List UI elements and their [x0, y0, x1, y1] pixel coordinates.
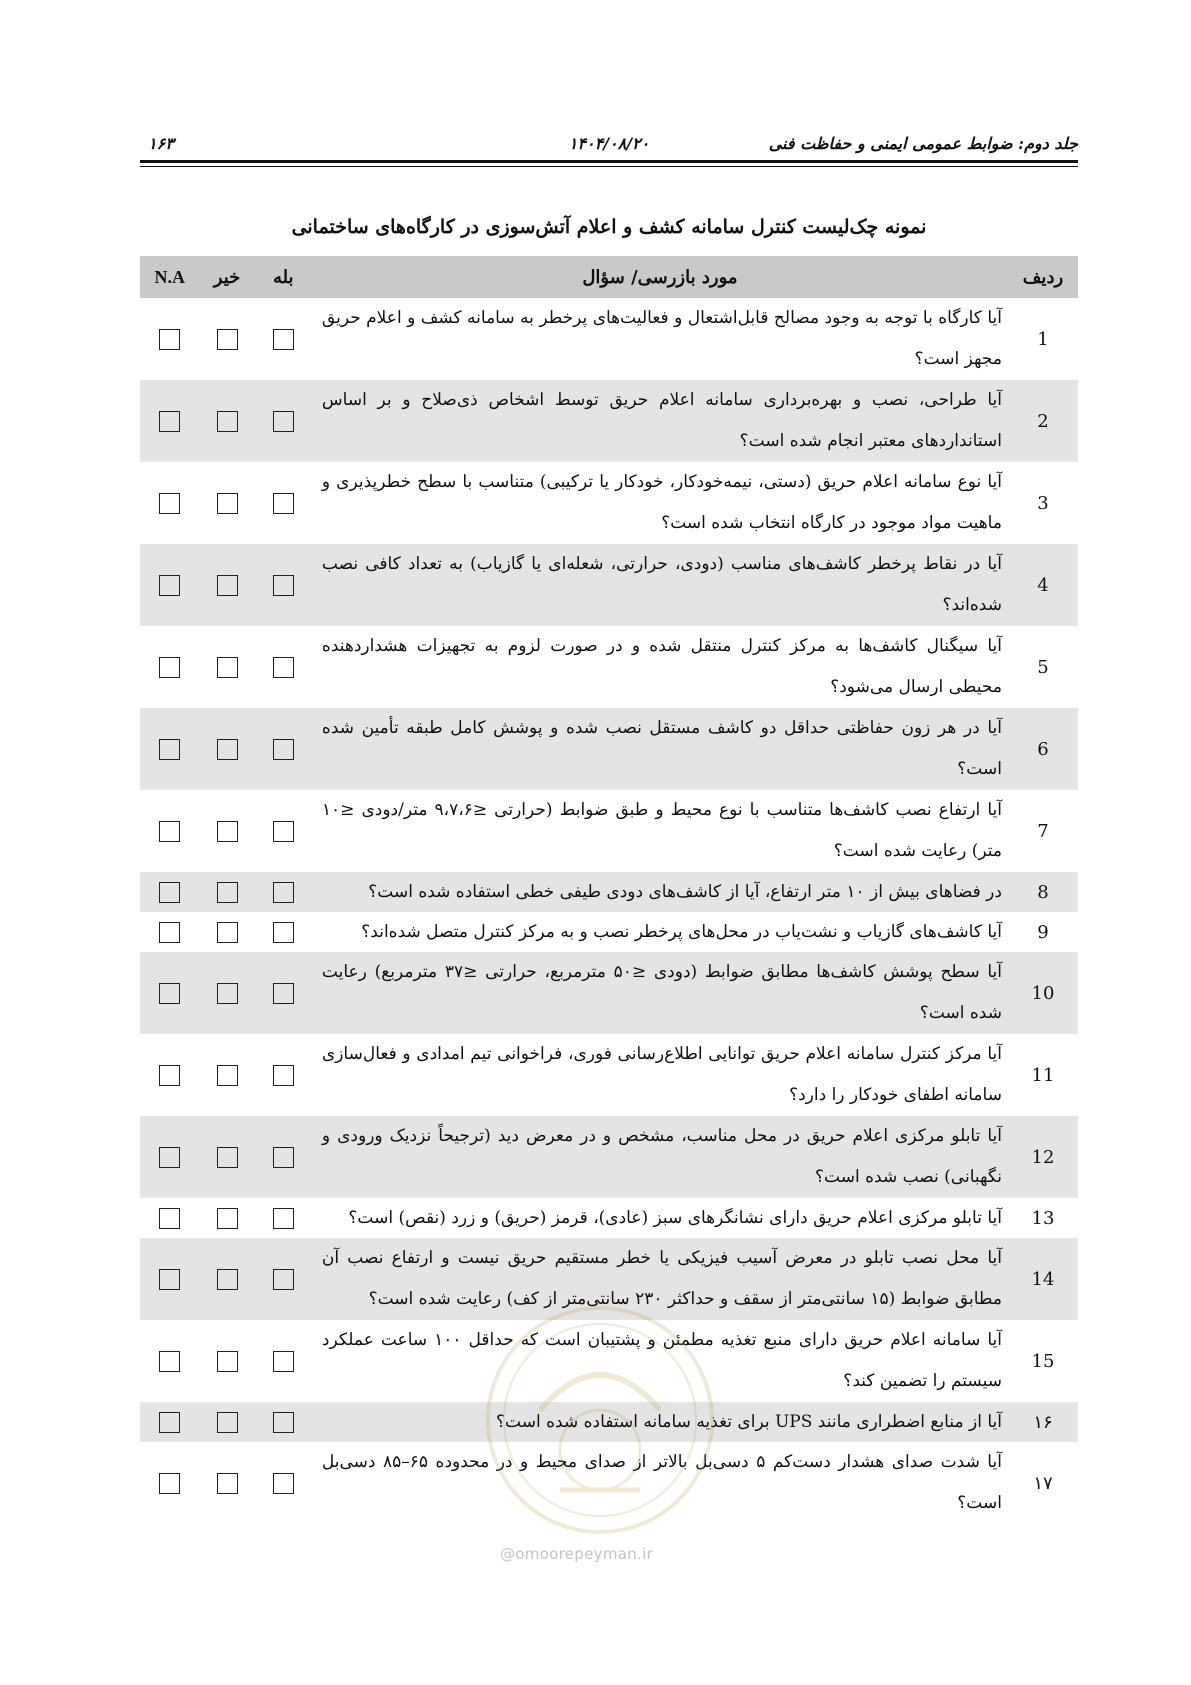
page-number: ۱۶۳ [148, 134, 174, 153]
cell-na [140, 1198, 199, 1238]
cell-na [140, 1320, 199, 1402]
row-number: 9 [1008, 912, 1078, 952]
checkbox-no[interactable] [217, 1208, 238, 1229]
checkbox-no[interactable] [217, 922, 238, 943]
checkbox-no[interactable] [217, 739, 238, 760]
question-text: آیا سطح پوشش کاشف‌ها مطابق ضوابط (دودی ≤۵۰ مترمربع، حرارتی ≤۳۷ مترمربع) رعایت شده است؟ [312, 952, 1008, 1034]
cell-yes [255, 790, 312, 872]
question-text: آیا محل نصب تابلو در معرض آسیب فیزیکی یا خطر مستقیم حریق نیست و ارتفاع نصب آن مطابق ضوابط (۱۵ سانتی‌متر از سقف و حداکثر ۲۳۰ سانتی‌متر از کف) رعایت شده است؟ [312, 1238, 1008, 1320]
book-title: جلد دوم: ضوابط عمومی ایمنی و حفاظت فنی [768, 134, 1078, 153]
checkbox-no[interactable] [217, 329, 238, 350]
row-number: 4 [1008, 544, 1078, 626]
checkbox-yes[interactable] [273, 1473, 294, 1494]
table-row [140, 1116, 1078, 1198]
cell-na [140, 1238, 199, 1320]
question-text: آیا در هر زون حفاظتی حداقل دو کاشف مستقل نصب شده و پوشش کامل طبقه تأمین شده است؟ [312, 708, 1008, 790]
col-header-no: خیر [199, 256, 254, 298]
checkbox-yes[interactable] [273, 1147, 294, 1168]
question-text: آیا سامانه اعلام حریق دارای منبع تغذیه مطمئن و پشتیبان است که حداقل ۱۰۰ ساعت عملکرد سیستم را تضمین کند؟ [312, 1320, 1008, 1402]
cell-na [140, 1116, 199, 1198]
row-number: 15 [1008, 1320, 1078, 1402]
checkbox-na[interactable] [159, 1412, 180, 1433]
cell-yes [255, 1238, 312, 1320]
checkbox-na[interactable] [159, 1351, 180, 1372]
cell-yes [255, 872, 312, 912]
cell-na [140, 1034, 199, 1116]
checkbox-na[interactable] [159, 1208, 180, 1229]
cell-no [199, 790, 254, 872]
checkbox-yes[interactable] [273, 411, 294, 432]
cell-no [199, 544, 254, 626]
checkbox-no[interactable] [217, 1473, 238, 1494]
header-rule-thin [140, 166, 1078, 167]
checkbox-yes[interactable] [273, 1412, 294, 1433]
col-header-question: مورد بازرسی/ سؤال [312, 256, 1008, 298]
table-row [140, 380, 1078, 462]
checkbox-na[interactable] [159, 493, 180, 514]
cell-no [199, 298, 254, 380]
question-text: آیا تابلو مرکزی اعلام حریق دارای نشانگرهای سبز (عادی)، قرمز (حریق) و زرد (نقص) است؟ [312, 1198, 1008, 1238]
checkbox-na[interactable] [159, 922, 180, 943]
page-header [140, 128, 1078, 156]
question-text: در فضاهای بیش از ۱۰ متر ارتفاع، آیا از کاشف‌های دودی طیفی خطی استفاده شده است؟ [312, 872, 1008, 912]
cell-no [199, 872, 254, 912]
cell-yes [255, 952, 312, 1034]
cell-na [140, 380, 199, 462]
table-row [140, 952, 1078, 1034]
row-number: 7 [1008, 790, 1078, 872]
row-number: 2 [1008, 380, 1078, 462]
checkbox-na[interactable] [159, 1269, 180, 1290]
table-row [140, 1320, 1078, 1402]
question-text: آیا تابلو مرکزی اعلام حریق در محل مناسب، مشخص و در معرض دید (ترجیحاً نزدیک ورودی و نگهبانی) نصب شده است؟ [312, 1116, 1008, 1198]
table-row [140, 544, 1078, 626]
cell-yes [255, 1116, 312, 1198]
question-text: آیا در نقاط پرخطر کاشف‌های مناسب (دودی، حرارتی، شعله‌ای یا گازیاب) به تعداد کافی نصب شده‌اند؟ [312, 544, 1008, 626]
cell-yes [255, 544, 312, 626]
checkbox-yes[interactable] [273, 821, 294, 842]
cell-na [140, 872, 199, 912]
question-text: آیا ارتفاع نصب کاشف‌ها متناسب با نوع محیط و طبق ضوابط (حرارتی ≤۹،۷،۶ متر/دودی ≤۱۰ متر) رعایت شده است؟ [312, 790, 1008, 872]
checkbox-yes[interactable] [273, 575, 294, 596]
cell-na [140, 952, 199, 1034]
row-number: ۱۶ [1008, 1402, 1078, 1442]
table-row [140, 790, 1078, 872]
cell-yes [255, 626, 312, 708]
row-number: 8 [1008, 872, 1078, 912]
cell-no [199, 462, 254, 544]
cell-no [199, 1198, 254, 1238]
table-row [140, 1442, 1078, 1524]
col-header-na: N.A [140, 256, 199, 298]
table-row [140, 626, 1078, 708]
cell-yes [255, 380, 312, 462]
row-number: 3 [1008, 462, 1078, 544]
checkbox-yes[interactable] [273, 657, 294, 678]
row-number: 12 [1008, 1116, 1078, 1198]
col-header-row-number: ردیف [1008, 256, 1078, 298]
cell-no [199, 626, 254, 708]
cell-yes [255, 912, 312, 952]
cell-na [140, 298, 199, 380]
header-date: ۱۴۰۴/۰۸/۲۰ [568, 134, 650, 153]
table-row [140, 912, 1078, 952]
cell-yes [255, 1442, 312, 1524]
question-text: آیا سیگنال کاشف‌ها به مرکز کنترل منتقل شده و در صورت لزوم به تجهیزات هشداردهنده محیطی ارسال می‌شود؟ [312, 626, 1008, 708]
checkbox-yes[interactable] [273, 1351, 294, 1372]
cell-yes [255, 1402, 312, 1442]
cell-no [199, 708, 254, 790]
cell-no [199, 912, 254, 952]
checkbox-no[interactable] [217, 1351, 238, 1372]
checkbox-na[interactable] [159, 739, 180, 760]
cell-no [199, 1238, 254, 1320]
checkbox-no[interactable] [217, 1065, 238, 1086]
cell-no [199, 1402, 254, 1442]
table-row [140, 1238, 1078, 1320]
checkbox-no[interactable] [217, 1147, 238, 1168]
header-rule [140, 160, 1078, 163]
row-number: ۱۷ [1008, 1442, 1078, 1524]
cell-no [199, 380, 254, 462]
table-row [140, 708, 1078, 790]
cell-yes [255, 1320, 312, 1402]
checkbox-na[interactable] [159, 657, 180, 678]
table-row [140, 872, 1078, 912]
checkbox-no[interactable] [217, 1269, 238, 1290]
question-text: آیا از منابع اضطراری مانند UPS برای تغذیه سامانه استفاده شده است؟ [312, 1402, 1008, 1442]
question-text: آیا کارگاه با توجه به وجود مصالح قابل‌اشتعال و فعالیت‌های پرخطر به سامانه کشف و اعلام حریق مجهز است؟ [312, 298, 1008, 380]
cell-no [199, 1320, 254, 1402]
checkbox-na[interactable] [159, 983, 180, 1004]
cell-yes [255, 1198, 312, 1238]
checkbox-yes[interactable] [273, 1208, 294, 1229]
checkbox-no[interactable] [217, 882, 238, 903]
checkbox-no[interactable] [217, 575, 238, 596]
question-text: آیا مرکز کنترل سامانه اعلام حریق توانایی اطلاع‌رسانی فوری، فراخوانی تیم امدادی و فعال‌سازی سامانه اطفای خودکار را دارد؟ [312, 1034, 1008, 1116]
table-row [140, 1034, 1078, 1116]
cell-na [140, 912, 199, 952]
row-number: 13 [1008, 1198, 1078, 1238]
cell-na [140, 462, 199, 544]
cell-no [199, 1442, 254, 1524]
checkbox-no[interactable] [217, 493, 238, 514]
checkbox-no[interactable] [217, 411, 238, 432]
checkbox-na[interactable] [159, 329, 180, 350]
checkbox-no[interactable] [217, 657, 238, 678]
table-row [140, 1198, 1078, 1238]
checkbox-yes[interactable] [273, 1065, 294, 1086]
cell-yes [255, 462, 312, 544]
cell-na [140, 626, 199, 708]
checkbox-yes[interactable] [273, 329, 294, 350]
checkbox-na[interactable] [159, 882, 180, 903]
checkbox-na[interactable] [159, 821, 180, 842]
row-number: 14 [1008, 1238, 1078, 1320]
cell-yes [255, 1034, 312, 1116]
row-number: 5 [1008, 626, 1078, 708]
checkbox-yes[interactable] [273, 882, 294, 903]
table-row [140, 1402, 1078, 1442]
question-text: آیا شدت صدای هشدار دست‌کم ۵ دسی‌بل بالاتر از صدای محیط و در محدوده ۶۵–۸۵ دسی‌بل است؟ [312, 1442, 1008, 1524]
cell-yes [255, 298, 312, 380]
checkbox-yes[interactable] [273, 983, 294, 1004]
checkbox-na[interactable] [159, 1473, 180, 1494]
cell-na [140, 790, 199, 872]
cell-na [140, 1442, 199, 1524]
cell-no [199, 952, 254, 1034]
table-row [140, 462, 1078, 544]
question-text: آیا نوع سامانه اعلام حریق (دستی، نیمه‌خودکار، خودکار یا ترکیبی) متناسب با سطح خطرپذیری و ماهیت مواد موجود در کارگاه انتخاب شده است؟ [312, 462, 1008, 544]
checkbox-no[interactable] [217, 821, 238, 842]
checklist-table [140, 256, 1078, 1524]
checkbox-no[interactable] [217, 1412, 238, 1433]
cell-yes [255, 708, 312, 790]
row-number: 6 [1008, 708, 1078, 790]
checkbox-na[interactable] [159, 411, 180, 432]
checkbox-na[interactable] [159, 1147, 180, 1168]
checkbox-yes[interactable] [273, 493, 294, 514]
checkbox-yes[interactable] [273, 1269, 294, 1290]
checkbox-yes[interactable] [273, 922, 294, 943]
checkbox-na[interactable] [159, 575, 180, 596]
question-text: آیا کاشف‌های گازیاب و نشت‌یاب در محل‌های پرخطر نصب و به مرکز کنترل متصل شده‌اند؟ [312, 912, 1008, 952]
cell-na [140, 1402, 199, 1442]
cell-no [199, 1116, 254, 1198]
row-number: 11 [1008, 1034, 1078, 1116]
checkbox-yes[interactable] [273, 739, 294, 760]
checklist-title: نمونه چک‌لیست کنترل سامانه کشف و اعلام آتش‌سوزی در کارگاه‌های ساختمانی [291, 216, 927, 238]
row-number: 10 [1008, 952, 1078, 1034]
checkbox-no[interactable] [217, 983, 238, 1004]
cell-na [140, 544, 199, 626]
table-row [140, 298, 1078, 380]
table-header-row [140, 256, 1078, 298]
row-number: 1 [1008, 298, 1078, 380]
question-text: آیا طراحی، نصب و بهره‌برداری سامانه اعلام حریق توسط اشخاص ذی‌صلاح و بر اساس استانداردهای معتبر انجام شده است؟ [312, 380, 1008, 462]
watermark-url: @omoorepeyman.ir [500, 1545, 654, 1563]
cell-no [199, 1034, 254, 1116]
cell-na [140, 708, 199, 790]
checkbox-na[interactable] [159, 1065, 180, 1086]
col-header-yes: بله [255, 256, 312, 298]
